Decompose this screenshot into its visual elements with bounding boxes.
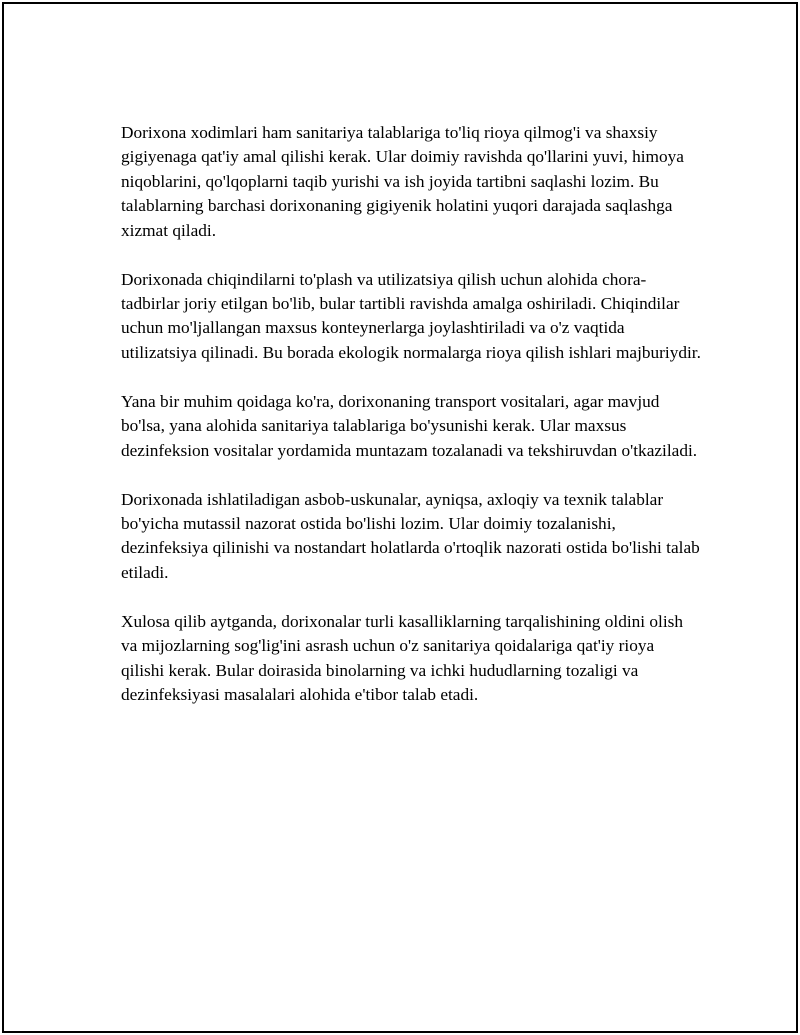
paragraph-staff-hygiene: Dorixona xodimlari ham sanitariya talablariga to'liq rioya qilmog'i va shaxsiy gigiyenaga qat'iy amal qilishi kerak. Ular doimiy ravishda qo'llarini yuvi, himoya niqoblarini, qo'lqoplarni taqib yurishi va ish joyida tartibni saqlashi lozim. Bu talablarning barchasi dorixonaning gigiyenik holatini yuqori darajada saqlashga xizmat qiladi. <box>121 123 684 240</box>
document-page <box>2 2 798 1033</box>
paragraph-conclusion: Xulosa qilib aytganda, dorixonalar turli kasalliklarning tarqalishining oldini olish va mijozlarning sog'lig'ini asrash uchun o'z sanitariya qoidalariga qat'iy rioya qilishi kerak. Bular doirasida binolarning va ichki hududlarning tozaligi va dezinfeksiyasi masalalari alohida e'tibor talab etadi. <box>121 611 684 705</box>
paragraph-transport: Yana bir muhim qoidaga ko'ra, dorixonaning transport vositalari, agar mavjud bo'lsa, yana alohida sanitariya talablariga bo'ysunishi kerak. Ular maxsus dezinfeksion vositalar yordamida muntazam tozalanadi va tekshiruvdan o'tkaziladi. <box>121 391 698 460</box>
paragraph-waste-disposal: Dorixonada chiqindilarni to'plash va utilizatsiya qilish uchun alohida chora-tadbirlar joriy etilgan bo'lib, bular tartibli ravishda amalga oshiriladi. Chiqindilar uchun mo'ljallangan maxsus konteynerlarga joylashtiriladi va o'z vaqtida utilizatsiya qilinadi. Bu borada ekologik normalarga rioya qilish ishlari majburiydir. <box>121 269 701 362</box>
paragraph-equipment: Dorixonada ishlatiladigan asbob-uskunalar, ayniqsa, axloqiy va texnik talablar bo'yicha mutassil nazorat ostida bo'lishi lozim. Ular doimiy tozalanishi, dezinfeksiya qilinishi va nostandart holatlarda o'rtoqlik nazorati ostida bo'lishi talab etiladi. <box>121 489 700 582</box>
document-body <box>121 121 701 732</box>
